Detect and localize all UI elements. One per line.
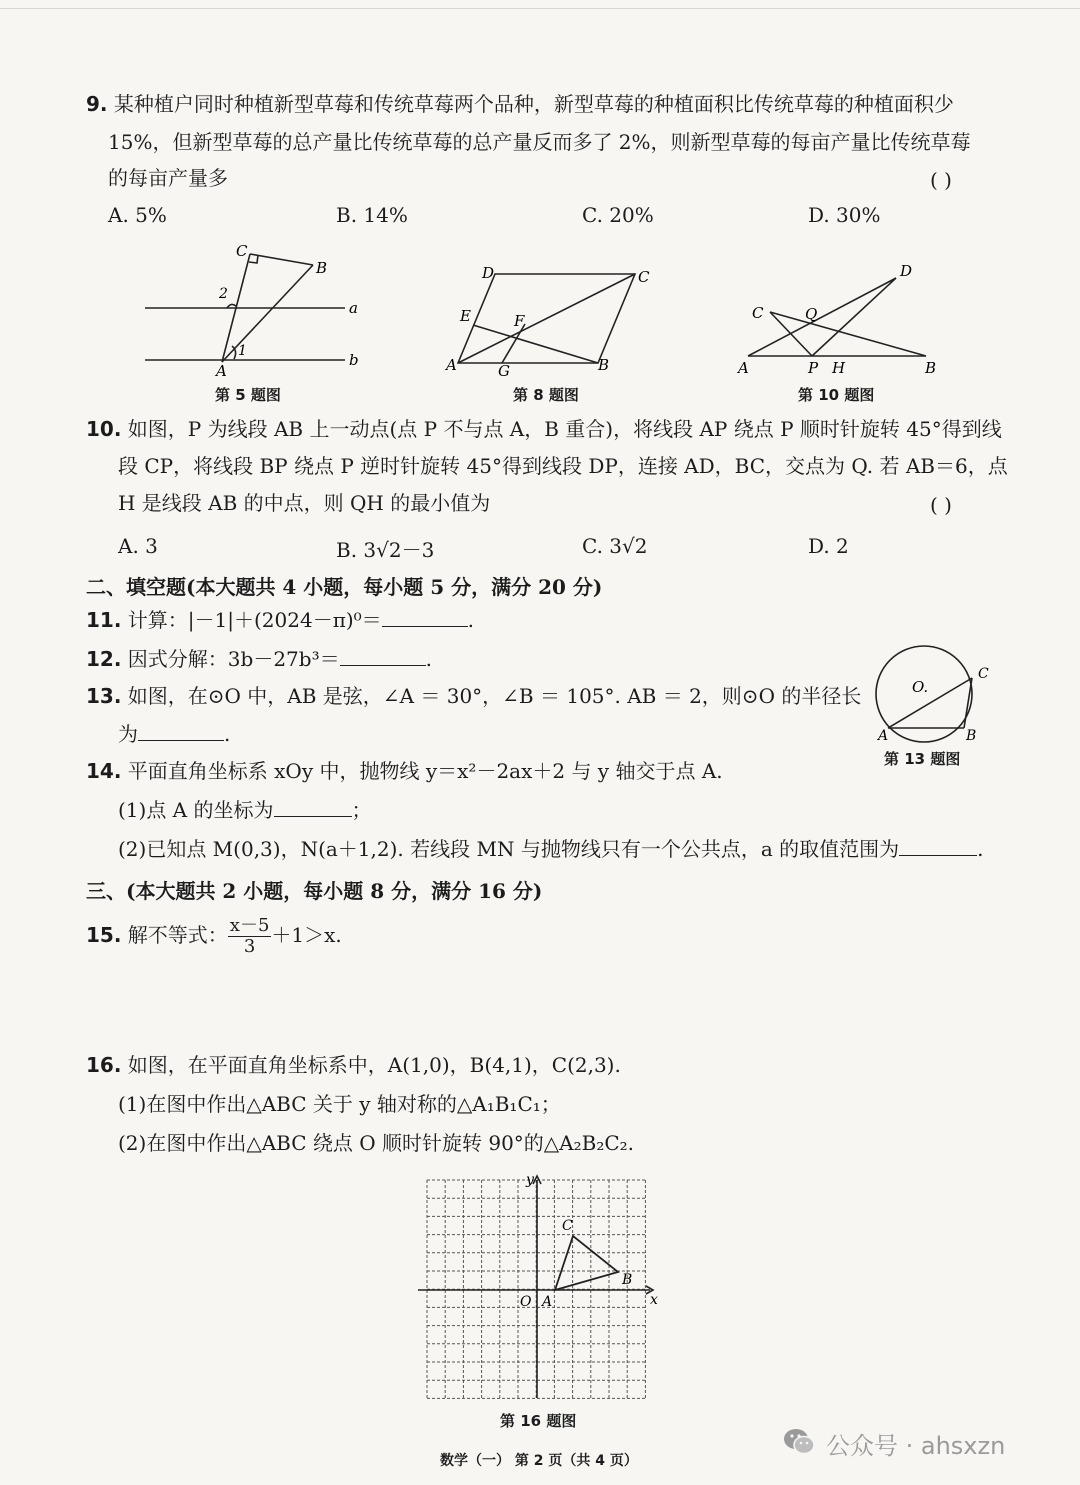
- q9-option-c: C. 20%: [582, 203, 654, 227]
- figure-16: [410, 1168, 670, 1408]
- q15-numerator: x－5: [229, 915, 270, 936]
- fig10-label-b: B: [925, 359, 937, 377]
- q9-option-b: B. 14%: [336, 203, 408, 227]
- q13-line1: [86, 678, 861, 714]
- q16-number: 16.: [86, 1053, 122, 1077]
- fig10-label-p: P: [808, 359, 819, 377]
- q14-part1-end: ；: [351, 798, 372, 822]
- q11-number: 11.: [86, 608, 122, 632]
- q10-option-b: B. 3√2－3: [336, 538, 435, 562]
- q15-tail: ＋1＞x.: [271, 923, 342, 947]
- fig8-caption: 第 8 题图: [513, 386, 579, 404]
- q14-part2-text: (2)已知点 M(0,3)，N(a＋1,2). 若线段 MN 与抛物线只有一个公共点，a 的取值范围为: [118, 837, 900, 861]
- q13-end: .: [224, 722, 231, 746]
- fig5-label-a-line: a: [349, 299, 358, 317]
- fig10-label-a: A: [738, 359, 749, 377]
- q11-end: .: [467, 608, 475, 632]
- q14-part2-end: .: [977, 837, 984, 861]
- fig5-label-b: B: [316, 259, 328, 277]
- q9-number: 9.: [86, 92, 108, 116]
- q11-text: 计算：|－1|＋(2024－π)⁰＝: [127, 608, 382, 632]
- section-2-heading: 二、填空题(本大题共 4 小题，每小题 5 分，满分 20 分): [86, 575, 603, 599]
- q14-number: 14.: [86, 759, 122, 783]
- fig5-label-c: C: [236, 242, 248, 260]
- fig10-label-h: H: [832, 359, 846, 377]
- fig16-label-y: y: [526, 1172, 534, 1188]
- figure-10: [730, 256, 950, 381]
- fig8-label-b: B: [598, 356, 610, 374]
- fig5-caption: 第 5 题图: [215, 386, 281, 404]
- q12-text: 因式分解：3b－27b³＝: [127, 647, 340, 671]
- figure-8: [440, 256, 660, 381]
- fig10-label-q: Q: [805, 305, 818, 323]
- q13-line2: [118, 716, 230, 752]
- figure-13: [868, 642, 998, 746]
- section-3-heading: 三、(本大题共 2 小题，每小题 8 分，满分 16 分): [86, 879, 543, 903]
- q14-part1: [118, 792, 372, 828]
- q10-answer-paren: ( ): [930, 493, 952, 517]
- fig16-label-a: A: [542, 1294, 553, 1310]
- q16-part1: (1)在图中作出△ABC 关于 y 轴对称的△A₁B₁C₁；: [118, 1092, 561, 1116]
- q13-answer-blank: [138, 718, 224, 741]
- fig5-label-b-line: b: [349, 351, 359, 369]
- q14-line1: [86, 753, 723, 789]
- q12-number: 12.: [86, 647, 122, 671]
- q16-line1: [86, 1047, 621, 1083]
- q12: [86, 641, 432, 677]
- q9-line3: 的每亩产量多: [108, 166, 228, 190]
- q14-text: 平面直角坐标系 xOy 中，抛物线 y＝x²－2ax＋2 与 y 轴交于点 A.: [127, 759, 723, 783]
- fig8-label-d: D: [482, 264, 495, 282]
- q12-end: .: [425, 647, 432, 671]
- q10-line3: H 是线段 AB 的中点，则 QH 的最小值为: [118, 491, 491, 515]
- page-footer: 数学（一） 第 2 页（共 4 页）: [440, 1453, 638, 1469]
- q9-answer-paren: ( ): [930, 168, 952, 192]
- q13-text: 如图，在⊙O 中，AB 是弦，∠A ＝ 30°，∠B ＝ 105°. AB ＝ 2，则⊙O 的半径长: [127, 684, 862, 708]
- q10-option-c: C. 3√2: [582, 534, 648, 558]
- fig10-caption: 第 10 题图: [798, 386, 875, 404]
- q11-answer-blank: [382, 604, 468, 627]
- q15: [86, 916, 342, 957]
- q14-part1-text: (1)点 A 的坐标为: [118, 798, 274, 822]
- q15-denominator: 3: [243, 936, 256, 957]
- fig13-label-b: B: [966, 728, 977, 744]
- q14-part2: [118, 831, 983, 867]
- fig10-label-d: D: [900, 262, 913, 280]
- q16-part2: (2)在图中作出△ABC 绕点 O 顺时针旋转 90°的△A₂B₂C₂.: [118, 1131, 635, 1155]
- q12-answer-blank: [340, 643, 426, 666]
- fig16-label-o: O: [520, 1294, 532, 1310]
- fig10-label-c: C: [752, 304, 764, 322]
- q9-line2: 15%，但新型草莓的总产量比传统草莓的总产量反而多了 2%，则新型草莓的每亩产量比传统草莓: [108, 130, 971, 154]
- q9-line1: [86, 86, 954, 122]
- fig8-label-a: A: [446, 356, 457, 374]
- q14-part1-blank: [274, 794, 352, 817]
- fig8-label-f: F: [514, 312, 525, 330]
- fig13-caption: 第 13 题图: [884, 750, 961, 768]
- q10-line2: 段 CP，将线段 BP 绕点 P 逆时针旋转 45°得到线段 DP，连接 AD，BC，交点为 Q. 若 AB＝6，点: [118, 454, 1008, 478]
- fig5-label-1: 1: [238, 343, 247, 359]
- q10-option-a: A. 3: [118, 534, 158, 558]
- fig16-label-x: x: [650, 1292, 658, 1308]
- q10-number: 10.: [86, 417, 122, 441]
- fig5-label-2: 2: [219, 286, 228, 302]
- q9-option-a: A. 5%: [108, 203, 167, 227]
- q10-text-1: 如图，P 为线段 AB 上一动点(点 P 不与点 A，B 重合)，将线段 AP 绕点 P 顺时针旋转 45°得到线: [127, 417, 1002, 441]
- q13-text-2: 为: [118, 722, 138, 746]
- fig8-label-c: C: [638, 268, 650, 286]
- q14-part2-blank: [899, 833, 977, 856]
- fig16-label-c: C: [562, 1218, 573, 1234]
- q9-text-1: 某种植户同时种植新型草莓和传统草莓两个品种，新型草莓的种植面积比传统草莓的种植面积少: [113, 92, 954, 116]
- fig13-label-c: C: [978, 666, 989, 682]
- q11: [86, 602, 474, 638]
- q16-text: 如图，在平面直角坐标系中，A(1,0)，B(4,1)，C(2,3).: [127, 1053, 621, 1077]
- q10-option-d: D. 2: [808, 534, 849, 558]
- q13-number: 13.: [86, 684, 122, 708]
- wechat-icon: [782, 1424, 816, 1458]
- fig13-label-o: O.: [912, 678, 929, 696]
- fig16-label-b: B: [622, 1272, 633, 1288]
- q15-fraction: [228, 916, 272, 957]
- q9-option-d: D. 30%: [808, 203, 881, 227]
- fig8-label-g: G: [498, 362, 510, 380]
- q15-number: 15.: [86, 923, 122, 947]
- fig13-label-a: A: [878, 728, 889, 744]
- fig16-caption: 第 16 题图: [500, 1412, 577, 1430]
- watermark-text: 公众号 · ahsxzn: [826, 1432, 1006, 1460]
- figure-5: [130, 236, 380, 386]
- q15-text: 解不等式：: [127, 923, 228, 947]
- top-rule: [0, 8, 1080, 9]
- q10-line1: [86, 411, 1002, 447]
- fig8-label-e: E: [460, 307, 471, 325]
- fig5-label-a: A: [216, 362, 227, 380]
